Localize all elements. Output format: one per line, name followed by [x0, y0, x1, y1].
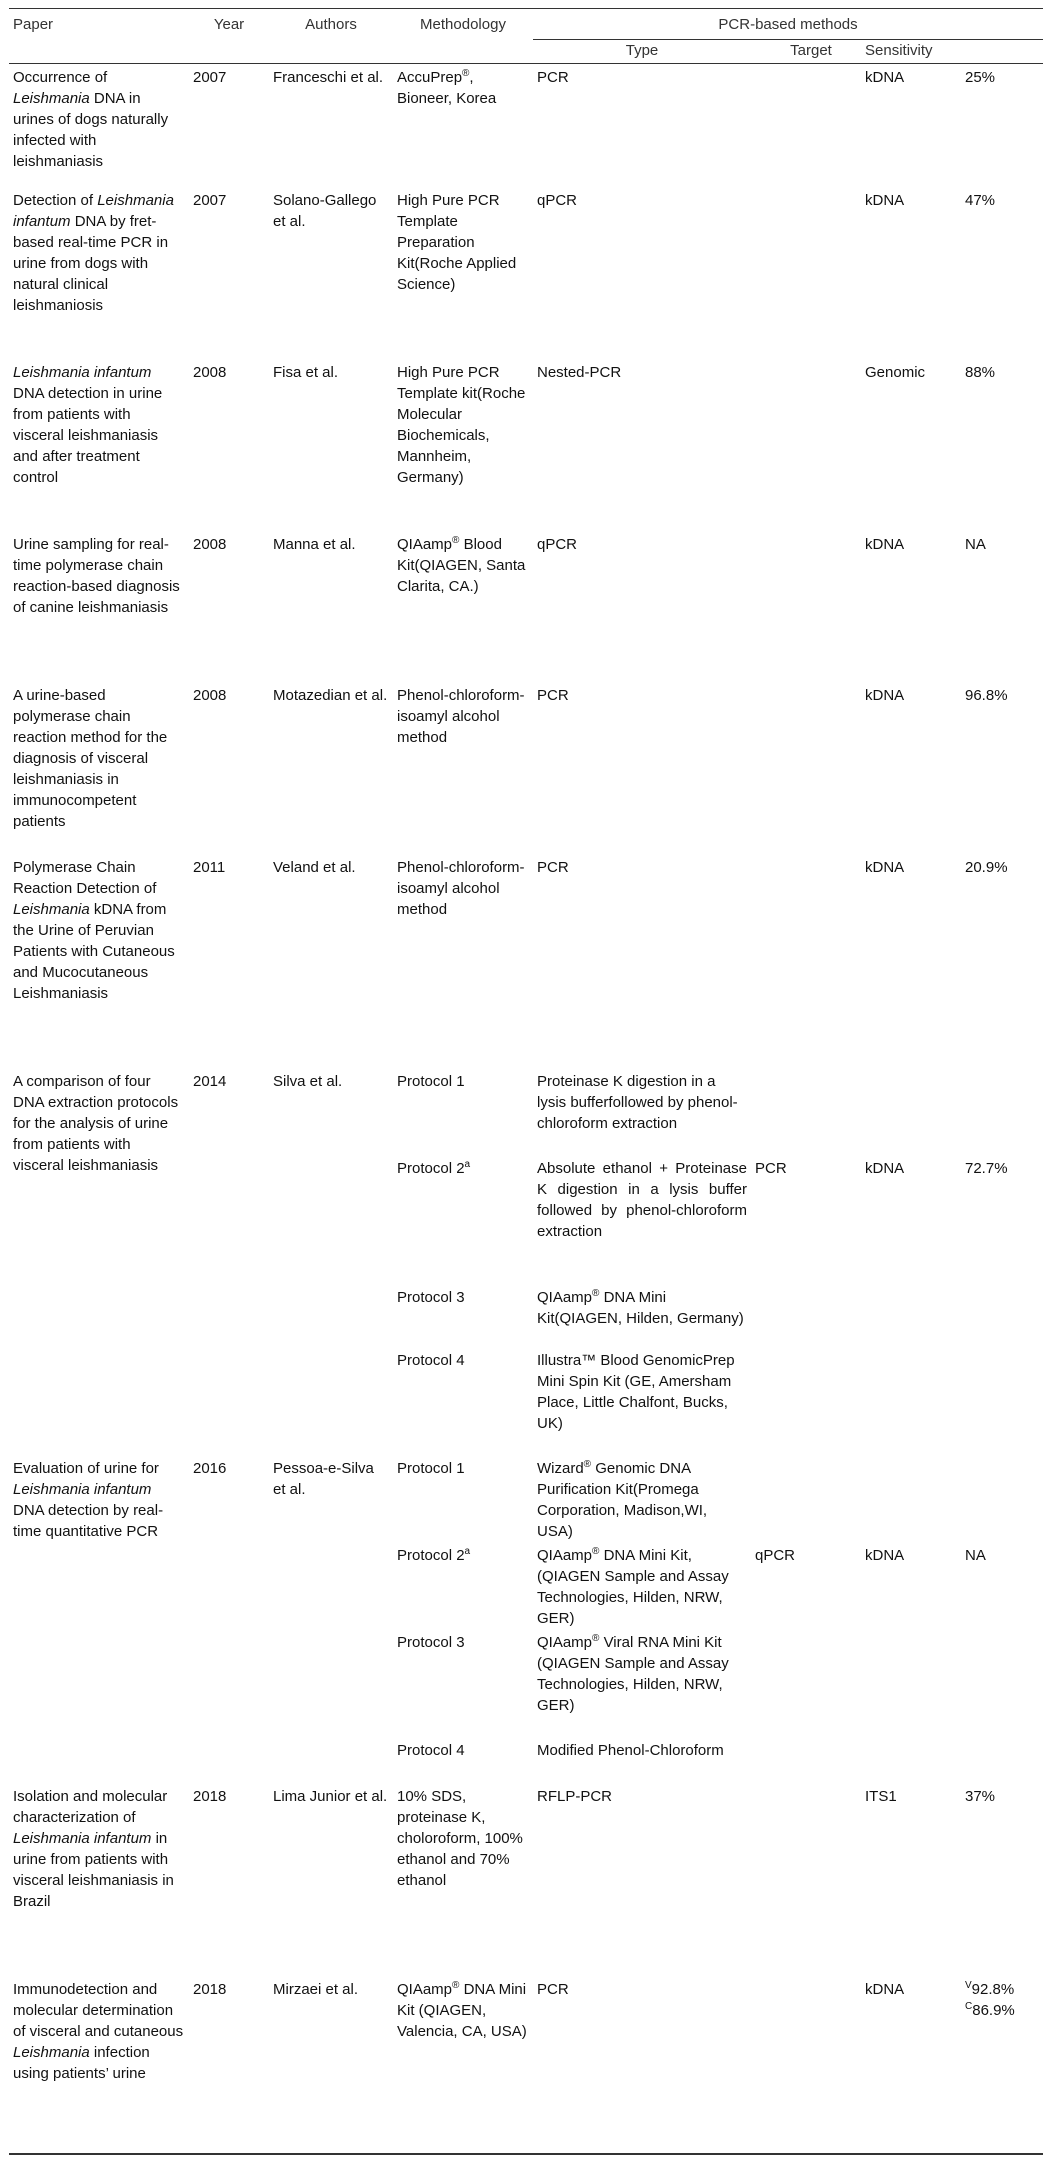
protocol-description: QIAamp® DNA Mini Kit, (QIAGEN Sample and Assay Technologies, Hilden, NRW, GER)	[537, 1545, 729, 1627]
protocol-label: Protocol 2$^a$	[397, 1158, 471, 1177]
header-pcr-group: PCR-based methods	[533, 9, 1043, 40]
year: 2008	[193, 363, 227, 381]
table-row	[9, 857, 1043, 1071]
protocol-label: Protocol 1	[397, 1072, 465, 1090]
paper-title: Detection of Leishmania infantum DNA by fret-based real-time PCR in urine from dogs with natural clinical leishmaniosis	[13, 191, 174, 314]
paper-title: A comparison of four DNA extraction protocols for the analysis of urine from patients with visceral leishmaniasis	[13, 1072, 179, 1174]
year: 2007	[193, 191, 227, 209]
authors: Veland et al.	[273, 858, 356, 876]
year: 2018	[193, 1787, 227, 1805]
authors: Solano-Gallego et al.	[273, 191, 377, 230]
pcr-target: ITS1	[865, 1787, 897, 1805]
pcr-type: PCR	[537, 69, 569, 86]
methodology: 10% SDS, proteinase K, choloroform, 100% ethanol and 70% ethanol	[397, 1787, 523, 1889]
header-paper: Paper	[13, 16, 54, 33]
table-row	[9, 685, 1043, 857]
year: 2011	[193, 858, 226, 876]
protocol-description: Absolute ethanol + Proteinase K digestion in a lysis buffer followed by phenol-chloroform extraction	[537, 1159, 747, 1240]
pcr-type: RFLP-PCR	[537, 1787, 613, 1805]
header-target: Target	[790, 42, 832, 59]
pcr-methods-table	[9, 8, 1043, 2155]
year: 2018	[189, 1979, 269, 2154]
paper-title: Isolation and molecular characterization of Leishmania infantum in urine from patients with visceral leishmaniasis in Brazil	[13, 1787, 174, 1910]
authors: Manna et al.	[273, 535, 356, 553]
methodology: AccuPrep®, Bioneer, Korea	[397, 68, 497, 107]
table-row	[9, 64, 1043, 190]
sensitivity-cutaneous: $^C$86.9%	[965, 2000, 1015, 2019]
authors: Mirzaei et al.	[269, 1979, 393, 2154]
methodology: Phenol-chloroform-isoamyl alcohol method	[397, 858, 525, 918]
protocol-label: Protocol 4	[397, 1351, 465, 1369]
year: 2008	[193, 686, 227, 704]
authors: Lima Junior et al.	[273, 1787, 388, 1805]
pcr-target: kDNA	[865, 69, 905, 86]
pcr-target: kDNA	[865, 686, 905, 704]
header-type: Type	[625, 42, 659, 59]
paper-title: Evaluation of urine for Leishmania infantum DNA detection by real-time quantitative PCR	[13, 1459, 164, 1540]
sensitivity: 96.8%	[965, 686, 1008, 704]
header-year: Year	[213, 16, 245, 33]
pcr-type: PCR	[533, 1979, 861, 2154]
sensitivity: 88%	[965, 363, 996, 381]
methodology: High Pure PCR Template Preparation Kit(Roche Applied Science)	[397, 191, 517, 293]
paper-title: Immunodetection and molecular determination of visceral and cutaneous Leishmania infection using patients’ urine	[9, 1979, 189, 2154]
header-methodology: Methodology	[420, 16, 506, 33]
pcr-target: kDNA	[865, 858, 905, 876]
pcr-target: kDNA	[865, 191, 905, 209]
table-row	[9, 190, 1043, 362]
paper-title: Polymerase Chain Reaction Detection of Leishmania kDNA from the Urine of Peruvian Patients with Cutaneous and Mucocutaneous Leishmaniasis	[13, 858, 175, 1002]
methodology: QIAamp® Blood Kit(QIAGEN, Santa Clarita, CA.)	[397, 534, 526, 595]
methodology: Phenol-chloroform-isoamyl alcohol method	[397, 686, 525, 746]
year: 2016	[193, 1459, 227, 1477]
authors: Silva et al.	[273, 1072, 343, 1090]
pcr-target: kDNA	[861, 1979, 961, 2154]
pcr-target: kDNA	[865, 1159, 905, 1177]
header-sensitivity: Sensitivity	[865, 42, 933, 59]
authors: Franceschi et al.	[273, 69, 384, 86]
methodology: QIAamp® DNA Mini Kit (QIAGEN, Valencia, CA, USA)	[393, 1979, 533, 2154]
sensitivity: 20.9%	[965, 858, 1008, 876]
table-row	[9, 362, 1043, 534]
protocol-description: Wizard® Genomic DNA Purification Kit(Promega Corporation, Madison,WI, USA)	[537, 1458, 708, 1540]
table-row	[9, 534, 1043, 685]
protocol-label: Protocol 3	[397, 1288, 465, 1306]
pcr-type: Nested-PCR	[537, 363, 622, 381]
table-row	[9, 1458, 1043, 1545]
protocol-label: Protocol 3	[397, 1633, 465, 1651]
pcr-target: kDNA	[865, 535, 905, 553]
protocol-description: QIAamp® Viral RNA Mini Kit (QIAGEN Sample and Assay Technologies, Hilden, NRW, GER)	[537, 1632, 729, 1714]
authors: Pessoa-e-Silva et al.	[273, 1459, 374, 1498]
sensitivity: NA	[965, 1546, 986, 1564]
pcr-target: kDNA	[865, 1546, 905, 1564]
protocol-description: Modified Phenol-Chloroform	[537, 1741, 724, 1759]
protocol-description: Proteinase K digestion in a lysis bufferfollowed by phenol-chloroform extraction	[537, 1072, 738, 1132]
year: 2008	[193, 535, 227, 553]
table-row	[9, 1979, 1043, 2154]
pcr-type: PCR	[537, 686, 569, 704]
paper-title: Urine sampling for real-time polymerase chain reaction-based diagnosis of canine leishmaniasis	[13, 535, 180, 616]
sensitivity: 37%	[965, 1787, 996, 1805]
protocol-label: Protocol 4	[397, 1741, 465, 1759]
paper-title: A urine-based polymerase chain reaction method for the diagnosis of visceral leishmaniasis in immunocompetent patients	[13, 686, 168, 830]
protocol-label: Protocol 1	[397, 1459, 465, 1477]
pcr-type: qPCR	[537, 535, 578, 553]
methodology: High Pure PCR Template kit(Roche Molecular Biochemicals, Mannheim, Germany)	[397, 363, 526, 486]
authors: Motazedian et al.	[273, 686, 388, 704]
pcr-target: Genomic	[865, 363, 926, 381]
pcr-type: PCR	[755, 1159, 787, 1177]
sensitivity	[961, 1979, 1043, 2154]
protocol-description: Illustra™ Blood GenomicPrep Mini Spin Kit (GE, Amersham Place, Little Chalfont, Bucks, UK)	[537, 1351, 735, 1432]
sensitivity: 25%	[965, 69, 996, 86]
protocol-description: QIAamp® DNA Mini Kit(QIAGEN, Hilden, Germany)	[537, 1287, 744, 1327]
pcr-type: PCR	[537, 858, 569, 876]
paper-title: Occurrence of Leishmania DNA in urines of dogs naturally infected with leishmaniasis	[13, 69, 169, 170]
pcr-type: qPCR	[537, 191, 578, 209]
paper-title: Leishmania infantum DNA detection in urine from patients with visceral leishmaniasis and after treatment control	[13, 363, 163, 486]
pcr-type: qPCR	[755, 1546, 796, 1564]
authors: Fisa et al.	[273, 363, 339, 381]
protocol-label: Protocol 2$^a$	[397, 1545, 471, 1564]
year: 2007	[193, 69, 227, 86]
year: 2014	[193, 1072, 227, 1090]
sensitivity: 72.7%	[965, 1159, 1008, 1177]
table-row	[9, 1786, 1043, 1979]
header-authors: Authors	[305, 16, 357, 33]
sensitivity-visceral: $^V$92.8%	[965, 1979, 1015, 1998]
sensitivity: 47%	[965, 191, 996, 209]
table-row	[9, 1071, 1043, 1158]
sensitivity: NA	[965, 535, 986, 553]
